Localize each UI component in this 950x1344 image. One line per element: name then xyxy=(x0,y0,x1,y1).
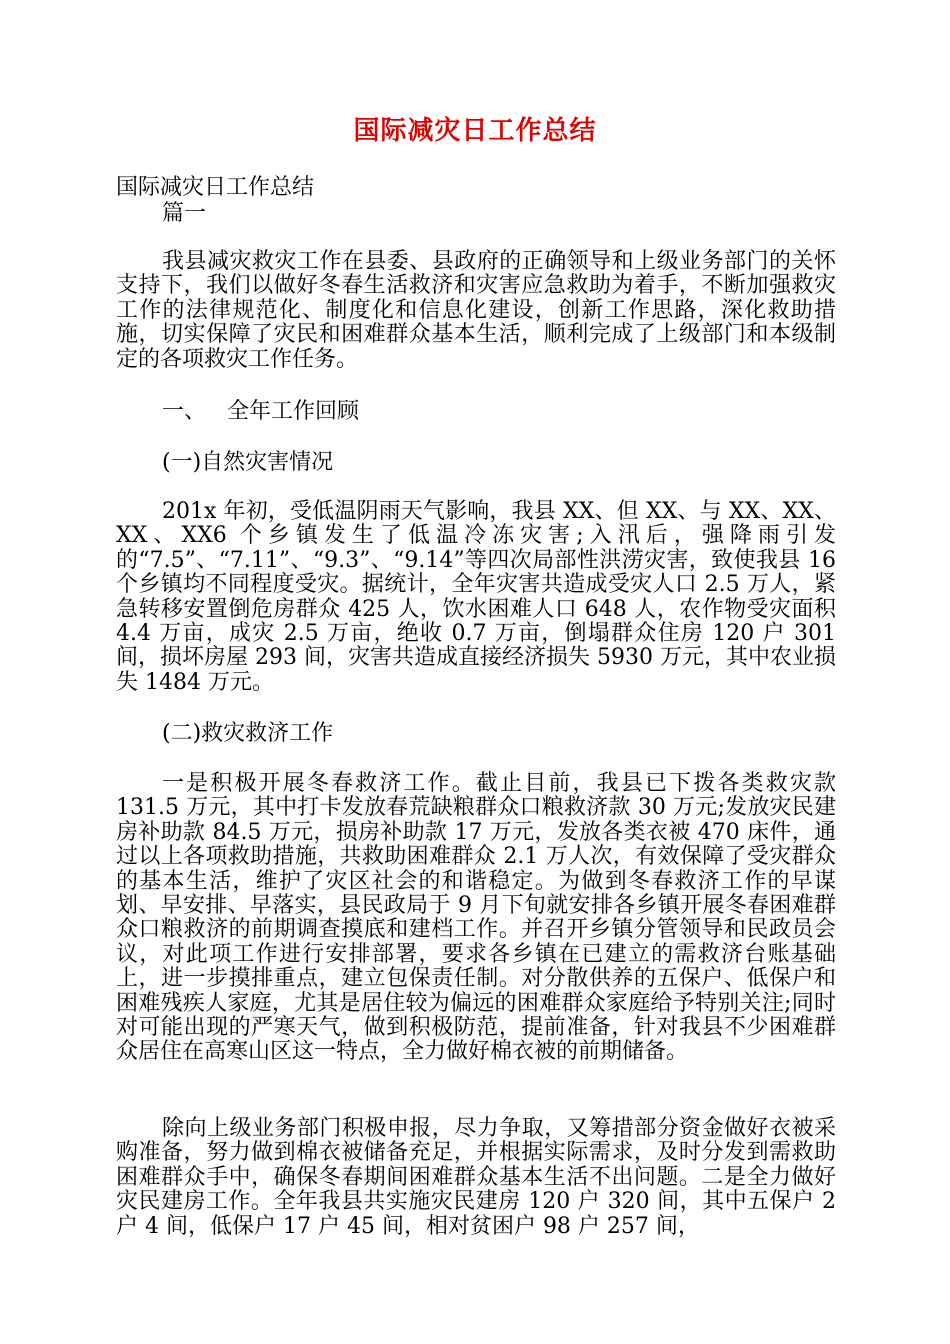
relief-paragraph-1: 一是积极开展冬春救济工作。截止目前，我县已下拨各类救灾款 131.5 万元，其中打卡发放春荒缺粮群众口粮救济款 30 万元;发放灾民建房补助款 84.5 万元，损房补助款 17 万元，发放各类衣被 470 床件，通过以上各项救助措施，共救助困难群众 2.1 万人次，有效保障了受灾群众的基本生活，维护了灾区社会的和谐稳定。为做到冬春救济工作的早谋划、早安排、早落实，县民政局于 9 月下旬就安排各乡镇开展冬春困难群众口粮救济的前期调查摸底和建档工作。并召开乡镇分管领导和民政员会议，对此项工作进行安排部署，要求各乡镇在已建立的需救济台账基础上，进一步摸排重点，建立包保责任制。对分散供养的五保户、低保户和困难残疾人家庭，尤其是居住较为偏远的困难群众家庭给予特别关注;同时对可能出现的严寒天气，做到积极防范，提前准备，针对我县不少困难群众居住在高寒山区这一特点，全力做好棉衣被的前期储备。 xyxy=(116,771,836,1065)
subsection-heading-disasters: (一)自然灾害情况 xyxy=(162,450,334,475)
part-label: 篇一 xyxy=(162,201,207,226)
document-title: 国际减灾日工作总结 xyxy=(353,116,597,146)
disaster-paragraph: 201x 年初，受低温阴雨天气影响，我县 XX、但 XX、与 XX、XX、XX、XX6 个乡镇发生了低温冷冻灾害;入汛后，强降雨引发的“7.5”、“7.11”、“9.3”、“9.14”等四次局部性洪涝灾害，致使我县 16 个乡镇均不同程度受灾。据统计，全年灾害共造成受灾人口 2.5 万人，紧急转移安置倒危房群众 425 人，饮水困难人口 648 人，农作物受灾面积 4.4 万亩，成灾 2.5 万亩，绝收 0.7 万亩，倒塌群众住房 120 户 301 间，损坏房屋 293 间，灾害共造成直接经济损失 5930 万元，其中农业损失 1484 万元。 xyxy=(116,499,836,695)
document-heading: 国际减灾日工作总结 xyxy=(116,175,315,200)
subsection-heading-relief: (二)救灾救济工作 xyxy=(162,721,334,746)
section-heading-review: 一、 全年工作回顾 xyxy=(162,399,359,424)
intro-paragraph: 我县减灾救灾工作在县委、县政府的正确领导和上级业务部门的关怀支持下，我们以做好冬春生活救济和灾害应急救助为着手，不断加强救灾工作的法律规范化、制度化和信息化建设，创新工作思路，深化救助措施，切实保障了灾民和困难群众基本生活，顺利完成了上级部门和本级制定的各项救灾工作任务。 xyxy=(116,249,836,372)
relief-paragraph-2: 除向上级业务部门积极申报，尽力争取，又筹措部分资金做好衣被采购准备，努力做到棉衣被储备充足，并根据实际需求，及时分发到需救助困难群众手中，确保冬春期间困难群众基本生活不出问题。二是全力做好灾民建房工作。全年我县共实施灾民建房 120 户 320 间，其中五保户 2 户 4 间，低保户 17 户 45 间，相对贫困户 98 户 257 间， xyxy=(116,1116,836,1239)
